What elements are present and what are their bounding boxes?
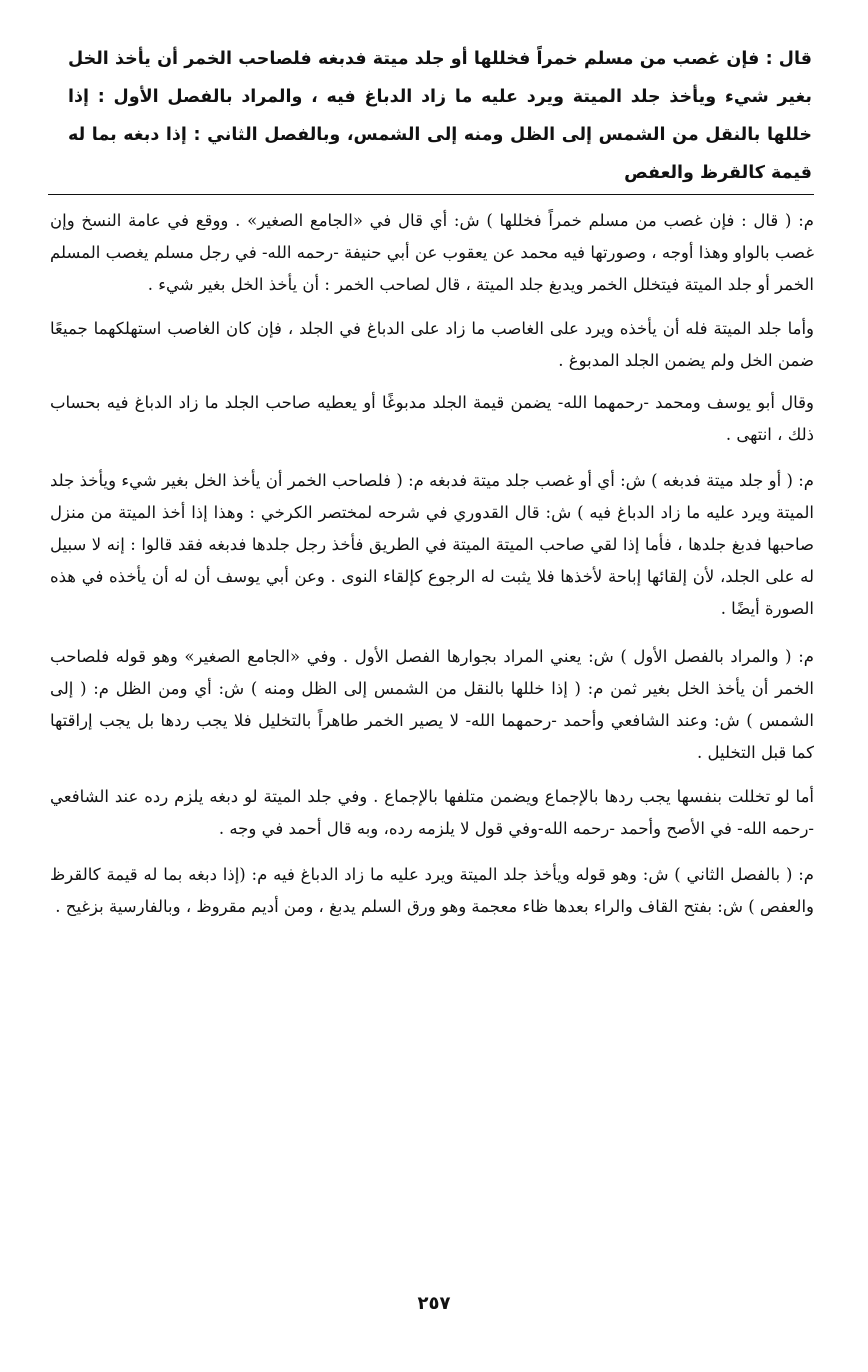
separator-rule bbox=[48, 194, 814, 195]
commentary-paragraph: م: ( والمراد بالفصل الأول ) ش: يعني المراد بجوارها الفصل الأول . وفي «الجامع الصغير» وهو قوله فلصاحب الخمر أن يأخذ الخل بغير ثمن م: ( إذا خللها بالنقل من الشمس إلى الظل ومنه ) ش: أي ومن الظل م: ( إلى الشمس ) ش: وعند الشافعي وأحمد -رحمهما الله- لا يصير الخمر طاهراً بالتخليل فلا يجب ردها بل يجب إراقتها كما قبل التخليل . bbox=[50, 647, 814, 762]
commentary-paragraph: م: ( قال : فإن غصب من مسلم خمراً فخللها ) ش: أي قال في «الجامع الصغير» . ووقع في عامة النسخ وإن غصب بالواو وهذا أوجه ، وصورتها فيه محمد عن يعقوب عن أبي حنيفة -رحمه الله- في رجل مسلم يغصب المسلم الخمر أو جلد الميتة فيتخلل الخمر ويدبغ جلد الميتة ، قال لصاحب الخمر : أن يأخذ الخل بغير شيء . bbox=[50, 211, 814, 294]
page-number: ٢٥٧ bbox=[417, 1293, 451, 1314]
commentary-paragraph: وأما جلد الميتة فله أن يأخذه ويرد على الغاصب ما زاد على الدباغ في الجلد ، فإن كان الغاصب استهلكهما جميعًا ضمن الخل ولم يضمن الجلد المدبوغ . bbox=[50, 319, 814, 370]
commentary-paragraph: م: ( أو جلد ميتة فدبغه ) ش: أي أو غصب جلد ميتة فدبغه م: ( فلصاحب الخمر أن يأخذ الخل بغير شيء ويأخذ جلد الميتة ويرد عليه ما زاد الدباغ فيه ) ش: قال القدوري في شرحه لمختصر الكرخي : وهذا إذا أخذ الميتة من منزل صاحبها فدبغ جلدها ، فأما إذا لقي صاحب الميتة الميتة في الطريق فأخذ رجل جلدها فدبغه فقد قالوا : إنه لا سبيل له على الجلد، لأن إلقائها إباحة لأخذها فلا يثبت له الرجوع كإلقاء النوى . وعن أبي يوسف أن له أن يأخذه في هذه الصورة أيضًا . bbox=[50, 471, 814, 618]
main-text: قال : فإن غصب من مسلم خمراً فخللها أو جلد ميتة فدبغه فلصاحب الخمر أن يأخذ الخل بغير شيء ويأخذ جلد الميتة ويرد عليه ما زاد الدباغ فيه ، والمراد بالفصل الأول : إذا خللها بالنقل من الشمس إلى الظل ومنه إلى الشمس، وبالفصل الثاني : إذا دبغه بما له قيمة كالقرظ والعفص bbox=[68, 49, 812, 183]
commentary-paragraph: أما لو تخللت بنفسها يجب ردها بالإجماع ويضمن متلفها بالإجماع . وفي جلد الميتة لو دبغه يلزم رده عند الشافعي -رحمه الله- في الأصح وأحمد -رحمه الله-وفي قول لا يلزمه رده، وبه قال أحمد في وجه . bbox=[50, 787, 814, 838]
commentary bbox=[50, 205, 814, 932]
commentary-paragraph: وقال أبو يوسف ومحمد -رحمهما الله- يضمن قيمة الجلد مدبوغًا أو يعطيه صاحب الجلد ما زاد الدباغ فيه بحساب ذلك ، انتهى . bbox=[50, 393, 814, 444]
commentary-paragraph: م: ( بالفصل الثاني ) ش: وهو قوله ويأخذ جلد الميتة ويرد عليه ما زاد الدباغ فيه م: (إذا دبغه بما له قيمة كالقرظ والعفص ) ش: بفتح القاف والراء بعدها ظاء معجمة وهو ورق السلم يدبغ ، ومن أديم مقروظ ، وبالفارسية بزغيح . bbox=[50, 865, 814, 916]
